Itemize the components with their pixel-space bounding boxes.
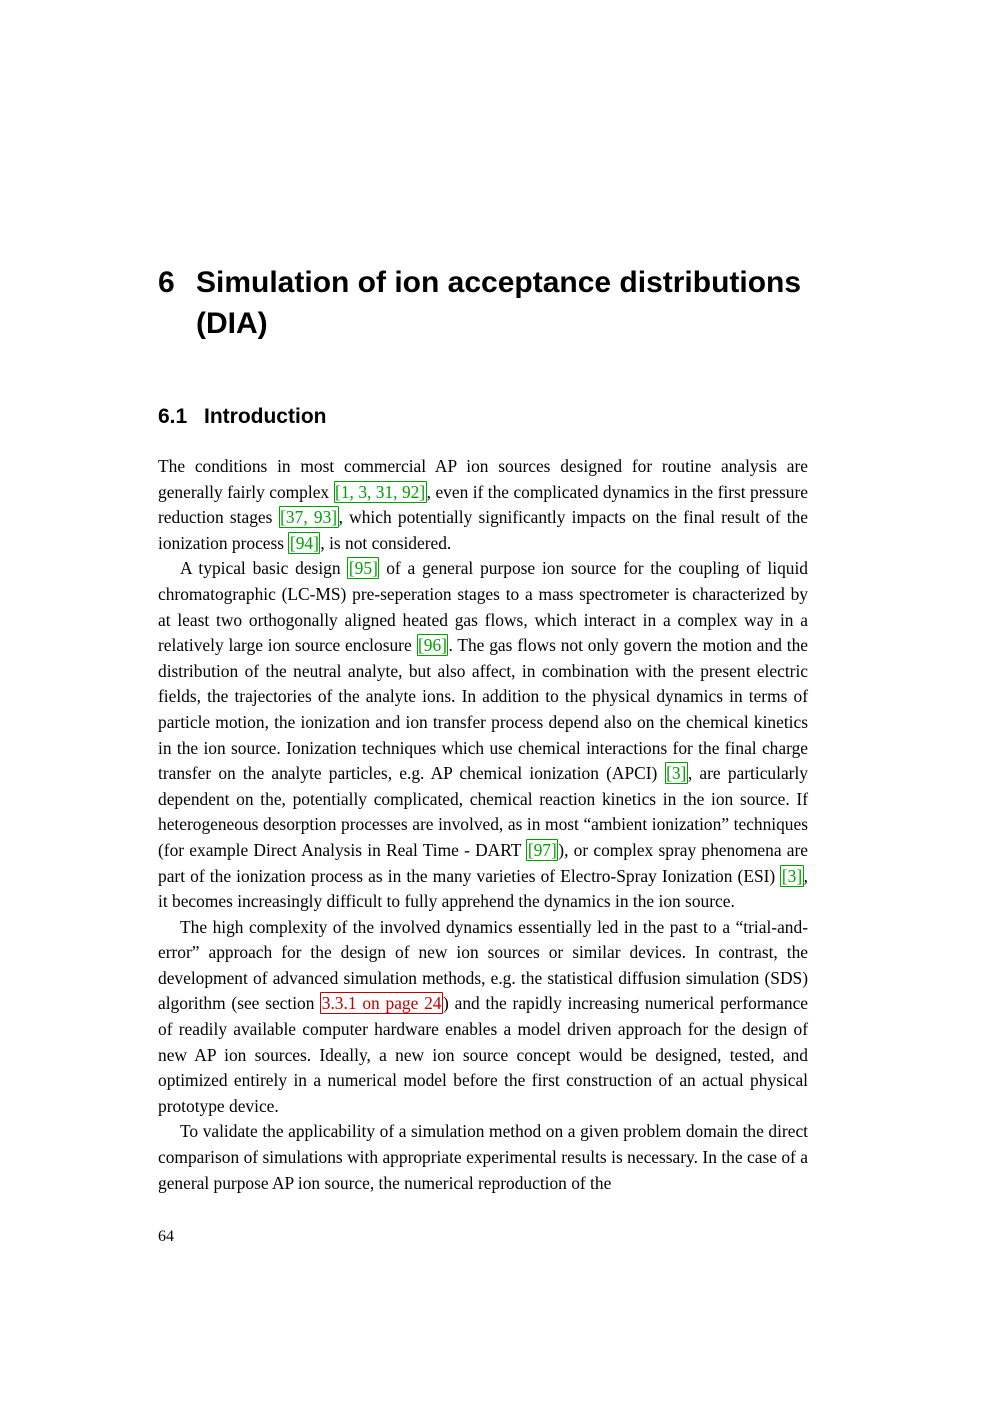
citation-link[interactable]: [97] bbox=[527, 839, 557, 860]
paragraph-intro-2: A typical basic design [95] of a general purpose ion source for the coupling of liquid chromatographic (LC-MS) pre-seperation stages to a mass spectrometer is characterized by at least two orthogonally aligned heated gas flows, which interact in a complex way in a relatively large ion source enclosure [96]. The gas flows not only govern the motion and the distribution of the neutral analyte, but also affect, in combination with the present electric fields, the trajectories of the analyte ions. In addition to the physical dynamics in terms of particle motion, the ionization and ion transfer process depend also on the chemical kinetics in the ion source. Ionization techniques which use chemical interactions for the final charge transfer on the analyte particles, e.g. AP chemical ionization (APCI) [3], are particularly dependent on the, potentially complicated, chemical reaction kinetics in the ion source. If heterogeneous desorption processes are involved, as in most “ambient ionization” techniques (for example Direct Analysis in Real Time - DART [97]), or complex spray phenomena are part of the ionization process as in the many varieties of Electro-Spray Ionization (ESI) [3], it becomes increasingly difficult to fully apprehend the dynamics in the ion source. bbox=[158, 558, 808, 912]
citation-link[interactable]: [3] bbox=[781, 865, 803, 886]
paragraph-intro-4: To validate the applicability of a simulation method on a given problem domain the direct comparison of simulations with appropriate experimental results is necessary. In the case of a general purpose AP ion source, the numerical reproduction of the bbox=[158, 1121, 808, 1193]
chapter-title: Simulation of ion acceptance distributions (DIA) bbox=[196, 266, 802, 340]
page-number: 64 bbox=[158, 1228, 174, 1245]
cross-reference-link[interactable]: 3.3.1 on page 24 bbox=[321, 993, 442, 1014]
citation-link[interactable]: [95] bbox=[348, 558, 378, 579]
paragraph-intro-3: The high complexity of the involved dynamics essentially led in the past to a “trial-and-error” approach for the design of new ion sources or similar devices. In contrast, the development of advanced simulation methods, e.g. the statistical diffusion simulation (SDS) algorithm (see section 3.3.1 on page 24) and the rapidly increasing numerical performance of readily available computer hardware enables a model driven approach for the design of new AP ion sources. Ideally, a new ion source concept would be designed, tested, and optimized entirely in a numerical model before the first construction of an actual physical prototype device. bbox=[158, 916, 809, 1116]
citation-link[interactable]: [96] bbox=[418, 635, 447, 656]
citation-link[interactable]: [37, 93] bbox=[280, 507, 338, 528]
section-heading bbox=[158, 344, 808, 430]
section-title: Introduction bbox=[204, 405, 327, 428]
paragraph-intro-1: The conditions in most commercial AP ion sources designed for routine analysis are generally fairly complex [1, 3, 31, 92], even if the complicated dynamics in the first pressure reduction stages [37, 93], which potentially significantly impacts on the final result of the ionization process [94], is not considered. bbox=[158, 456, 809, 553]
chapter-number: 6 bbox=[158, 266, 175, 299]
citation-link[interactable]: [3] bbox=[666, 763, 687, 784]
page-content bbox=[158, 262, 808, 1196]
section-number: 6.1 bbox=[158, 405, 188, 428]
chapter-heading bbox=[158, 262, 808, 344]
citation-link[interactable]: [1, 3, 31, 92] bbox=[335, 481, 426, 502]
citation-link[interactable]: [94] bbox=[289, 532, 319, 553]
